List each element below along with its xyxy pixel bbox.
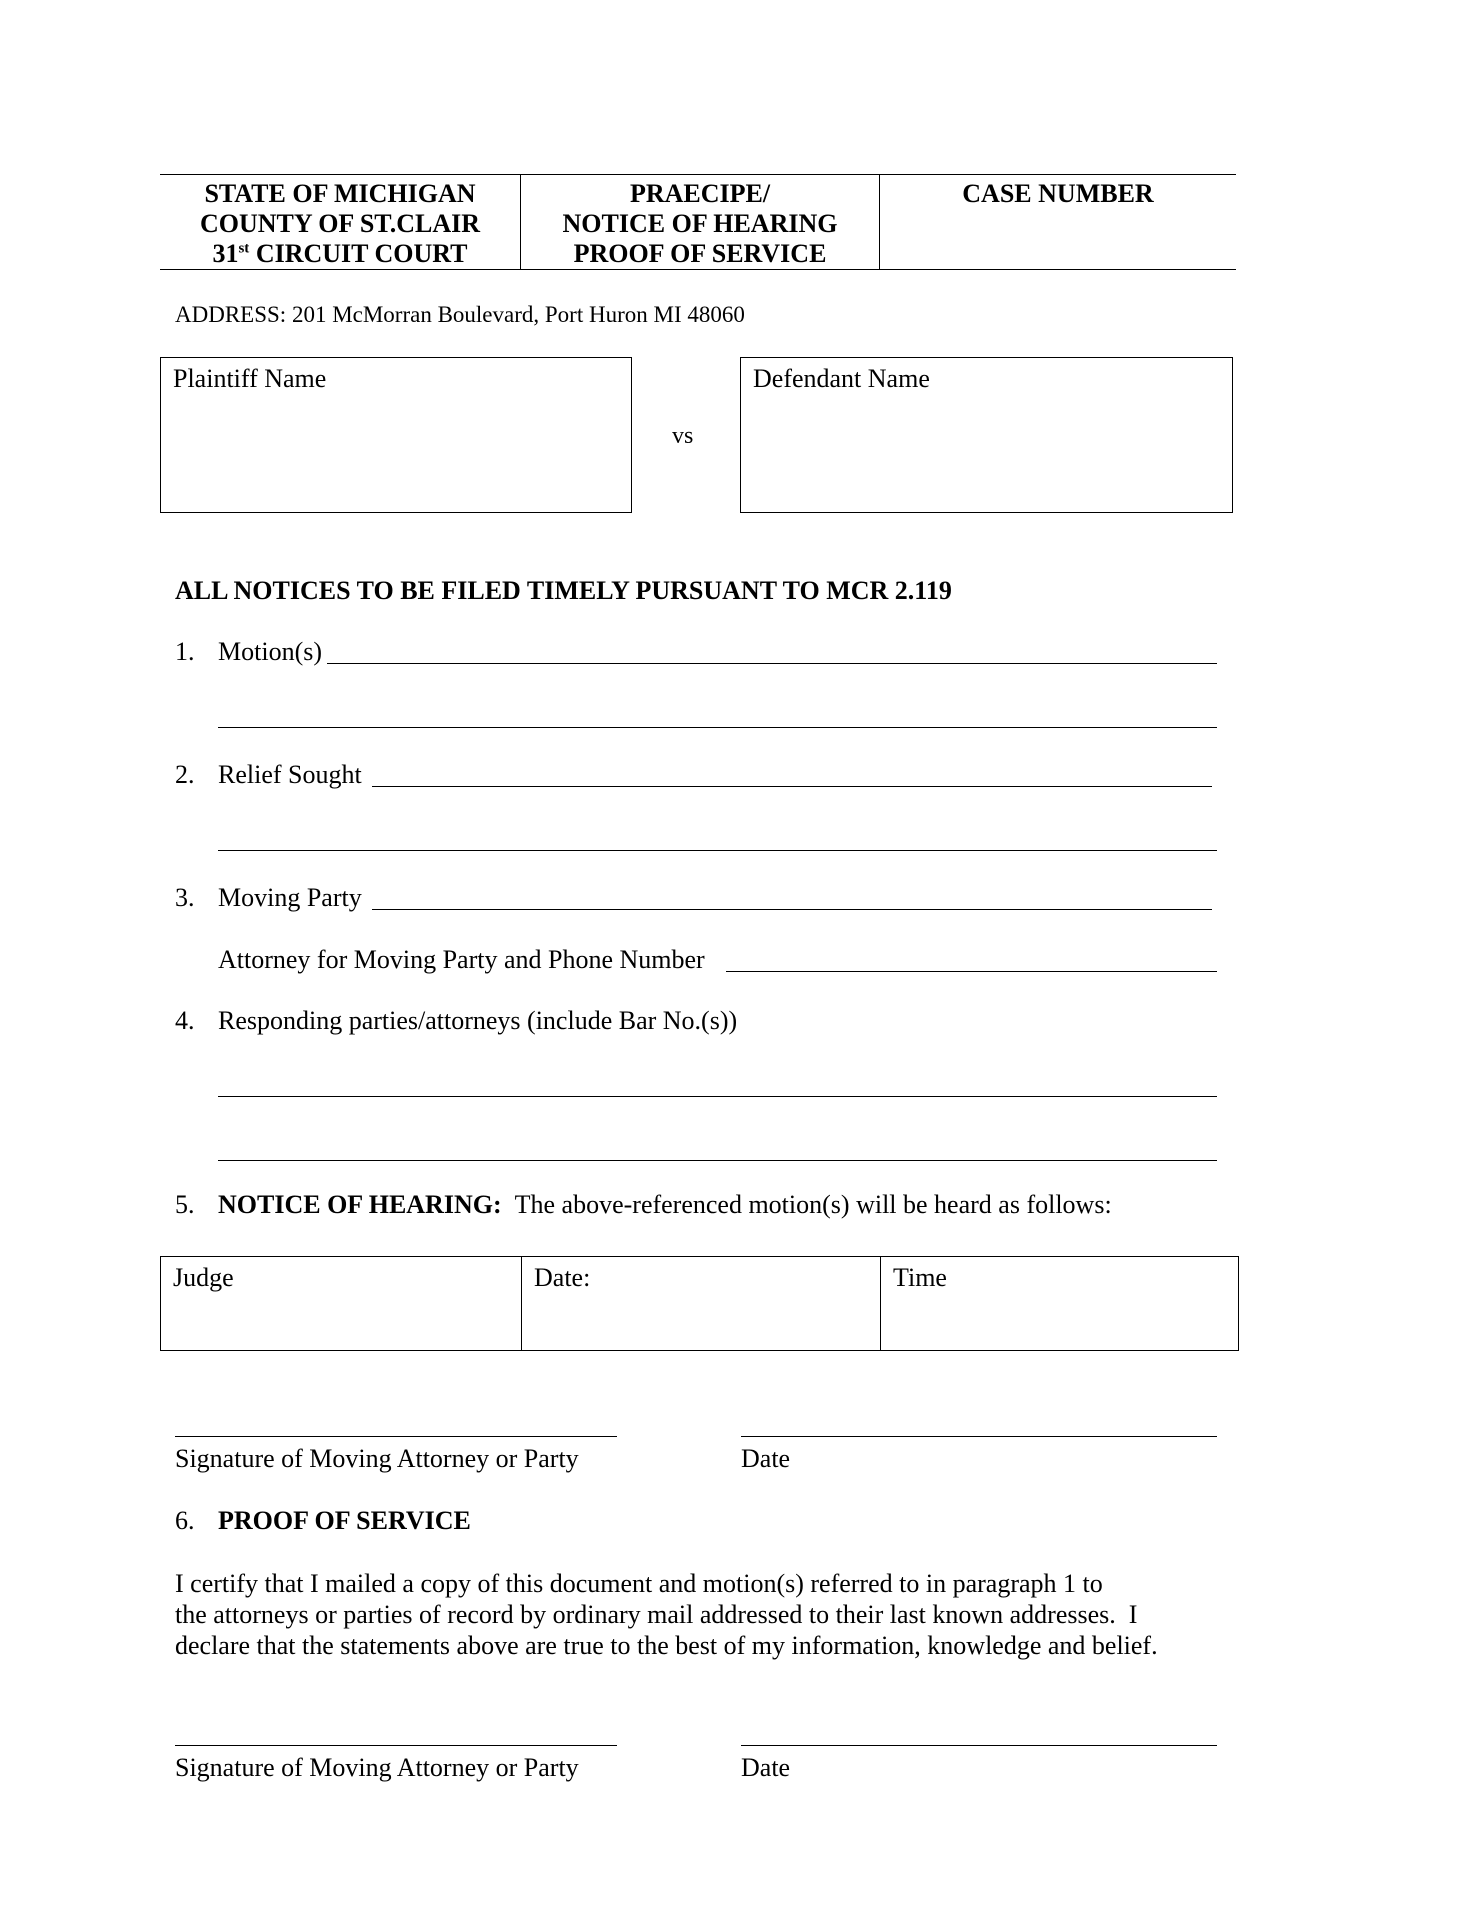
versus-label: vs bbox=[672, 423, 694, 449]
item-4-number: 4. bbox=[175, 1006, 195, 1035]
item-1-number: 1. bbox=[175, 637, 195, 666]
signature-2-line[interactable] bbox=[175, 1745, 617, 1746]
item-5-number: 5. bbox=[175, 1190, 195, 1219]
defendant-name-label: Defendant Name bbox=[753, 364, 930, 393]
hearing-date-label: Date: bbox=[534, 1263, 591, 1292]
notice-of-hearing-text: The above-referenced motion(s) will be heard as follows: bbox=[514, 1190, 1112, 1219]
judge-cell[interactable] bbox=[161, 1257, 521, 1350]
relief-sought-label: Relief Sought bbox=[218, 760, 362, 789]
item-6-number: 6. bbox=[175, 1506, 195, 1535]
header-table bbox=[160, 174, 1236, 270]
judge-label: Judge bbox=[173, 1263, 234, 1292]
court-address: ADDRESS: 201 McMorran Boulevard, Port Huron MI 48060 bbox=[175, 302, 745, 327]
attorney-label: Attorney for Moving Party and Phone Number bbox=[218, 945, 705, 974]
case-number-label: CASE NUMBER bbox=[962, 179, 1154, 208]
proof-line-1: I certify that I mailed a copy of this document and motion(s) referred to in paragraph 1 to bbox=[175, 1569, 1103, 1598]
signature-1-line[interactable] bbox=[175, 1436, 617, 1437]
proof-of-service-statement bbox=[175, 1568, 1235, 1661]
form-title-line1: PRAECIPE/ bbox=[629, 179, 771, 208]
responding-parties-field-line1[interactable] bbox=[218, 1096, 1217, 1097]
court-state: STATE OF MICHIGAN bbox=[204, 179, 476, 208]
court-county: COUNTY OF ST.CLAIR bbox=[199, 209, 480, 238]
plaintiff-name-label: Plaintiff Name bbox=[173, 364, 327, 393]
motion-field[interactable] bbox=[327, 663, 1217, 664]
proof-line-2: the attorneys or parties of record by ordinary mail addressed to their last known addresses. I bbox=[175, 1600, 1138, 1629]
plaintiff-name-box[interactable] bbox=[160, 357, 632, 513]
item-3-number: 3. bbox=[175, 883, 195, 912]
defendant-name-box[interactable] bbox=[740, 357, 1233, 513]
signature-1-label: Signature of Moving Attorney or Party bbox=[175, 1444, 579, 1473]
motion-field-line2[interactable] bbox=[218, 727, 1217, 728]
attorney-field[interactable] bbox=[726, 971, 1217, 972]
item-2-number: 2. bbox=[175, 760, 195, 789]
moving-party-label: Moving Party bbox=[218, 883, 362, 912]
hearing-table bbox=[160, 1256, 1239, 1351]
form-title-line3: PROOF OF SERVICE bbox=[573, 239, 827, 268]
relief-sought-field-line2[interactable] bbox=[218, 850, 1217, 851]
case-number-cell[interactable] bbox=[879, 175, 1236, 269]
signature-2-date-label: Date bbox=[741, 1753, 791, 1782]
hearing-date-cell[interactable] bbox=[521, 1257, 880, 1350]
court-circuit: 31st CIRCUIT COURT bbox=[212, 239, 468, 268]
notice-of-hearing-title: NOTICE OF HEARING: bbox=[218, 1190, 502, 1219]
relief-sought-field[interactable] bbox=[372, 786, 1212, 787]
signature-2-label: Signature of Moving Attorney or Party bbox=[175, 1753, 579, 1782]
responding-parties-label: Responding parties/attorneys (include Bar No.(s)) bbox=[218, 1006, 738, 1035]
signature-1-date-label: Date bbox=[741, 1444, 791, 1473]
signature-1-date-line[interactable] bbox=[741, 1436, 1217, 1437]
signature-2-date-line[interactable] bbox=[741, 1745, 1217, 1746]
hearing-time-label: Time bbox=[893, 1263, 947, 1292]
notice-heading: ALL NOTICES TO BE FILED TIMELY PURSUANT TO MCR 2.119 bbox=[175, 576, 952, 605]
notice-of-hearing-line bbox=[218, 1190, 1112, 1220]
proof-of-service-title: PROOF OF SERVICE bbox=[218, 1506, 471, 1535]
form-title-line2: NOTICE OF HEARING bbox=[562, 209, 838, 238]
motion-label: Motion(s) bbox=[218, 637, 322, 666]
form-title-cell bbox=[520, 175, 879, 269]
moving-party-field[interactable] bbox=[372, 909, 1212, 910]
proof-line-3: declare that the statements above are true to the best of my information, knowledge and belief. bbox=[175, 1631, 1158, 1660]
court-cell bbox=[160, 175, 520, 269]
responding-parties-field-line2[interactable] bbox=[218, 1160, 1217, 1161]
hearing-time-cell[interactable] bbox=[880, 1257, 1238, 1350]
